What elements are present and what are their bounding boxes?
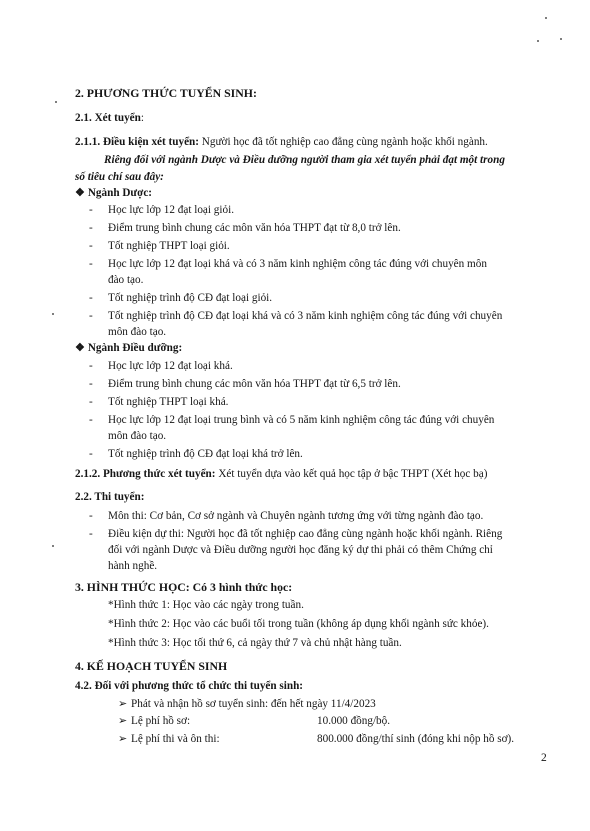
arrow-bullet-icon: ➢	[118, 733, 128, 745]
nganh-dieu-duong-title: ❖ Ngành Điều dưỡng:	[75, 342, 183, 354]
bullet-dash: -	[89, 292, 93, 304]
ke-hoach-row-label: Lệ phí hồ sơ:	[131, 715, 191, 727]
duoc-item: Điểm trung bình chung các môn văn hóa THPT đạt từ 8,0 trở lên.	[108, 222, 401, 234]
page-number: 2	[541, 752, 547, 764]
dieu-duong-item: Học lực lớp 12 đạt loại trung bình và có 5 năm kinh nghiệm công tác đúng với chuyên	[108, 414, 495, 426]
section-2-1-2-label: 2.1.2. Phương thức xét tuyển:	[75, 468, 216, 480]
scan-speck	[52, 545, 54, 547]
duoc-item: Tốt nghiệp trình độ CĐ đạt loại giỏi.	[108, 292, 273, 304]
section-2-1-title	[75, 111, 144, 125]
duoc-item: Tốt nghiệp THPT loại giỏi.	[108, 240, 230, 252]
duoc-item-continued: môn đào tạo.	[108, 326, 167, 338]
bullet-dash: -	[89, 396, 93, 408]
duoc-item-continued: đào tạo.	[108, 274, 144, 286]
bullet-dash: -	[89, 360, 93, 372]
dieu-duong-item: Điểm trung bình chung các môn văn hóa THPT đạt từ 6,5 trở lên.	[108, 378, 401, 390]
section-2-1-2	[75, 467, 487, 481]
arrow-bullet-icon: ➢	[118, 698, 128, 710]
thi-tuyen-item-continued: hành nghề.	[108, 560, 158, 572]
ke-hoach-row-value: 10.000 đồng/bộ.	[317, 715, 391, 727]
ke-hoach-row-value: 800.000 đồng/thí sinh (đóng khi nộp hồ sơ).	[317, 733, 515, 745]
arrow-bullet-icon: ➢	[118, 715, 128, 727]
section-2-1-colon: :	[140, 112, 144, 124]
bullet-dash: -	[89, 222, 93, 234]
thi-tuyen-item: Môn thi: Cơ bản, Cơ sở ngành và Chuyên ngành tương ứng với từng ngành đào tạo.	[108, 510, 484, 522]
special-note-line-1: Riêng đối với ngành Dược và Điều dưỡng người tham gia xét tuyển phải đạt một trong	[104, 154, 505, 166]
section-3-heading: 3. HÌNH THỨC HỌC: Có 3 hình thức học:	[75, 580, 293, 594]
dieu-duong-item: Tốt nghiệp trình độ CĐ đạt loại khá trở lên.	[108, 448, 303, 460]
thi-tuyen-item-continued: đối với ngành Dược và Điều dưỡng người học đăng ký dự thi phải có thêm Chứng chỉ	[108, 544, 493, 556]
scan-speck	[55, 101, 57, 103]
bullet-dash: -	[89, 528, 93, 540]
dieu-duong-item-continued: môn đào tạo.	[108, 430, 167, 442]
section-4-heading: 4. KẾ HOẠCH TUYỂN SINH	[75, 659, 228, 673]
duoc-item: Học lực lớp 12 đạt loại giỏi.	[108, 204, 235, 216]
bullet-dash: -	[89, 414, 93, 426]
bullet-dash: -	[89, 240, 93, 252]
duoc-item: Tốt nghiệp trình độ CĐ đạt loại khá và có 3 năm kinh nghiệm công tác đúng với chuyên	[108, 310, 503, 322]
dieu-duong-item: Học lực lớp 12 đạt loại khá.	[108, 360, 233, 372]
section-4-2-title: 4.2. Đối với phương thức tổ chức thi tuyển sinh:	[75, 680, 304, 692]
scan-speck	[52, 313, 54, 315]
bullet-dash: -	[89, 204, 93, 216]
scan-speck	[545, 17, 547, 19]
special-note-line-2: số tiêu chí sau đây:	[75, 171, 164, 183]
section-2-2-title: 2.2. Thi tuyển:	[75, 491, 145, 503]
hinh-thuc-item: *Hình thức 2: Học vào các buổi tối trong tuần (không áp dụng khối ngành sức khỏe).	[108, 618, 489, 630]
bullet-dash: -	[89, 448, 93, 460]
ke-hoach-row-label: Phát và nhận hồ sơ tuyển sinh: đến hết ngày 11/4/2023	[131, 698, 376, 710]
hinh-thuc-item: *Hình thức 1: Học vào các ngày trong tuần.	[108, 599, 304, 611]
section-2-1-2-text: Xét tuyển dựa vào kết quả học tập ở bậc THPT (Xét học bạ)	[215, 468, 488, 480]
dieu-duong-item: Tốt nghiệp THPT loại khá.	[108, 396, 229, 408]
scan-speck	[537, 40, 539, 42]
section-2-1-1-label: 2.1.1. Điều kiện xét tuyển:	[75, 136, 199, 148]
scan-speck	[560, 38, 562, 40]
section-2-1-1	[75, 135, 488, 149]
ke-hoach-row-label: Lệ phí thi và ôn thi:	[131, 733, 220, 745]
nganh-duoc-title: ❖ Ngành Dược:	[75, 187, 153, 199]
section-2-heading: 2. PHƯƠNG THỨC TUYỂN SINH:	[75, 86, 257, 100]
bullet-dash: -	[89, 310, 93, 322]
bullet-dash: -	[89, 378, 93, 390]
section-2-1-label: 2.1. Xét tuyển	[75, 112, 141, 124]
bullet-dash: -	[89, 510, 93, 522]
hinh-thuc-item: *Hình thức 3: Học tối thứ 6, cả ngày thứ 7 và chủ nhật hàng tuần.	[108, 637, 402, 649]
duoc-item: Học lực lớp 12 đạt loại khá và có 3 năm kinh nghiệm công tác đúng với chuyên môn	[108, 258, 487, 270]
section-2-1-1-text: Người học đã tốt nghiệp cao đẳng cùng ngành hoặc khối ngành.	[199, 136, 488, 148]
thi-tuyen-item: Điều kiện dự thi: Người học đã tốt nghiệp cao đẳng cùng ngành hoặc khối ngành. Riêng	[108, 528, 503, 540]
bullet-dash: -	[89, 258, 93, 270]
